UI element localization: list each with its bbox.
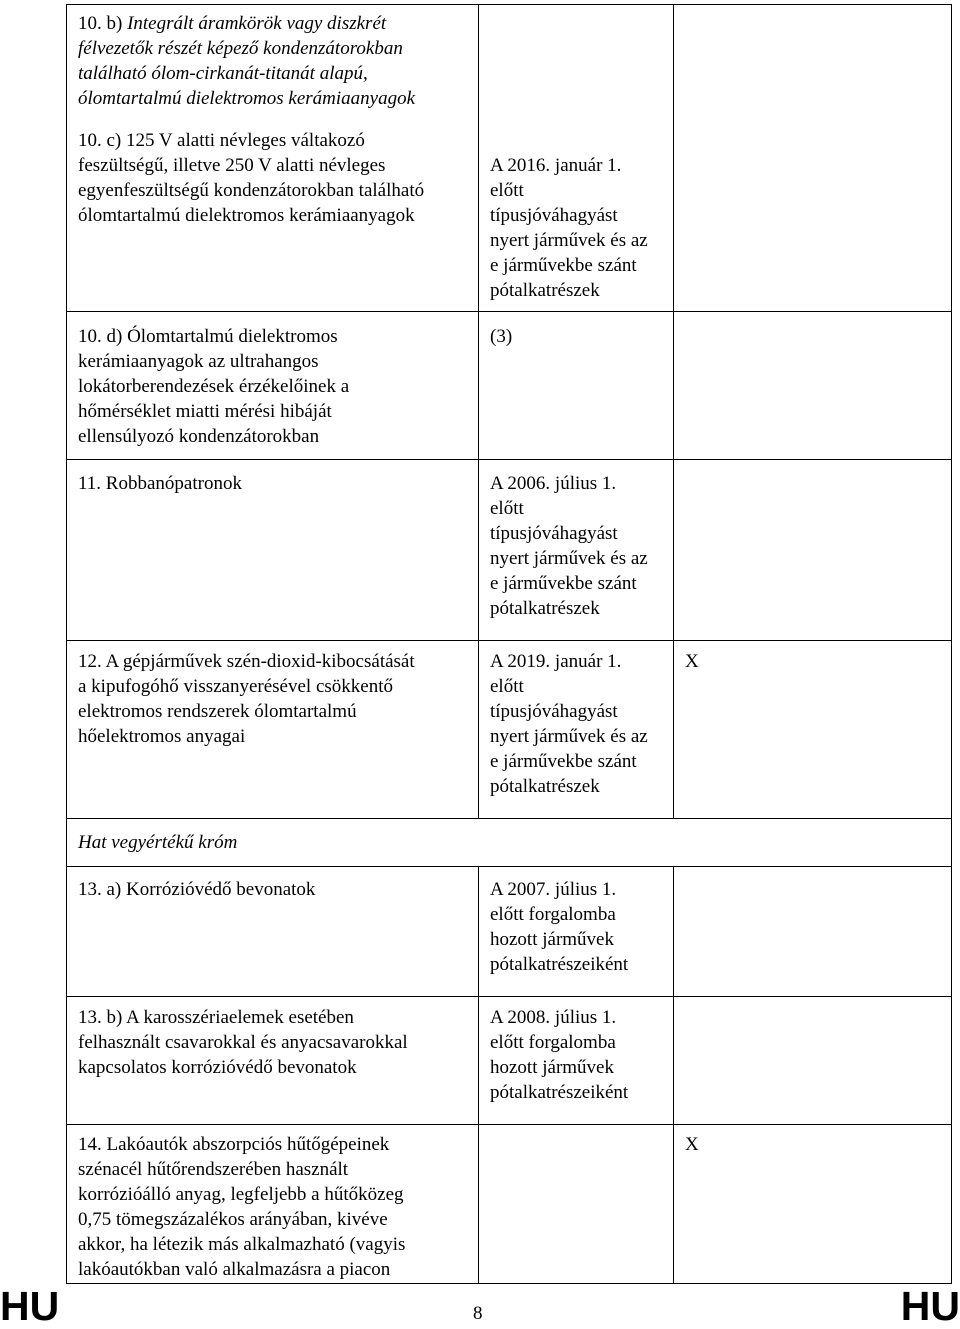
mark-14: X: [685, 1134, 699, 1155]
scope-10d: (3): [490, 326, 513, 347]
item-11: 11. Robbanópatronok: [78, 473, 242, 494]
scope-13b: A 2008. július 1. előtt forgalomba hozott járművek pótalkatrészeiként: [490, 1007, 629, 1103]
material-cell-12: [67, 641, 479, 819]
scope-13a: A 2007. július 1. előtt forgalomba hozott járművek pótalkatrészeiként: [490, 879, 629, 975]
mark-cell-10: [674, 5, 952, 312]
table-row-13a: [67, 867, 952, 997]
language-code-left: HU: [0, 1283, 60, 1329]
mark-cell-11: [674, 460, 952, 641]
scope-cell-13b: [479, 997, 674, 1125]
scope-cell-12: [479, 641, 674, 819]
language-code-right: HU: [900, 1283, 960, 1329]
item-14: 14. Lakóautók abszorpciós hűtőgépeinek szénacél hűtőrendszerében használt korrózióálló anyag, legfeljebb a hűtőközeg 0,75 tömegszázalékos arányában, kivéve akkor, ha létezik más alkalmazható (vagyis lakóautókban való alkalmazásra a piacon: [78, 1134, 406, 1280]
material-cell-11: [67, 460, 479, 641]
section-cell: [67, 819, 952, 867]
mark-cell-10d: [674, 312, 952, 460]
item-10b: [67, 11, 478, 111]
mark-cell-13b: [674, 997, 952, 1125]
scope-cell-11: [479, 460, 674, 641]
mark-cell-13a: [674, 867, 952, 997]
table-row-13b: [67, 997, 952, 1125]
section-title: Hat vegyértékű króm: [78, 832, 238, 853]
material-cell-13b: [67, 997, 479, 1125]
item-10b-prefix: 10. b): [78, 13, 128, 34]
item-12: 12. A gépjárművek szén-dioxid-kibocsátását a kipufogóhő visszanyerésével csökkentő elektromos rendszerek ólomtartalmú hőelektromos anyagai: [78, 651, 415, 747]
substances-table: [66, 4, 952, 1284]
item-10b-text: Integrált áramkörök vagy diszkrét félvezetők részét képező kondenzátorokban található ólom-cirkanát-titanát alapú, ólomtartalmú dielektromos kerámiaanyagok: [78, 13, 416, 109]
material-cell-14: [67, 1125, 479, 1284]
scope-cell-13a: [479, 867, 674, 997]
scope-cell-10d: [479, 312, 674, 460]
table-row-10d: [67, 312, 952, 460]
material-cell-10: [67, 5, 479, 312]
section-row-chromium: [67, 819, 952, 867]
mark-cell-12: [674, 641, 952, 819]
item-13a: 13. a) Korrózióvédő bevonatok: [78, 879, 316, 900]
material-cell-13a: [67, 867, 479, 997]
scope-12: A 2019. január 1. előtt típusjóváhagyást nyert járművek és az e járművekbe szánt pótalkatrészek: [490, 651, 648, 797]
material-cell-10d: [67, 312, 479, 460]
page-footer: [0, 1285, 960, 1327]
mark-cell-14: [674, 1125, 952, 1284]
page-number: 8: [473, 1303, 483, 1324]
table-row-14: [67, 1125, 952, 1284]
table-row-11: [67, 460, 952, 641]
table-row-12: [67, 641, 952, 819]
mark-12: X: [685, 651, 699, 672]
item-10d: 10. d) Ólomtartalmú dielektromos kerámiaanyagok az ultrahangos lokátorberendezések érzékelőinek a hőmérséklet miatti mérési hibáját ellensúlyozó kondenzátorokban: [78, 326, 350, 447]
item-13b: 13. b) A karosszériaelemek esetében felhasznált csavarokkal és anyacsavarokkal kapcsolatos korrózióvédő bevonatok: [78, 1007, 408, 1078]
scope-11: A 2006. július 1. előtt típusjóváhagyást nyert járművek és az e járművekbe szánt pótalkatrészek: [490, 473, 648, 619]
scope-cell-14: [479, 1125, 674, 1284]
table-row-10: [67, 5, 952, 312]
scope-10c: A 2016. január 1. előtt típusjóváhagyást nyert járművek és az e járművekbe szánt pótalkatrészek: [490, 155, 648, 301]
scope-cell-10: [479, 5, 674, 312]
item-10c: 10. c) 125 V alatti névleges váltakozó feszültségű, illetve 250 V alatti névleges egyenfeszültségű kondenzátorokban található ólomtartalmú dielektromos kerámiaanyagok: [78, 130, 425, 226]
